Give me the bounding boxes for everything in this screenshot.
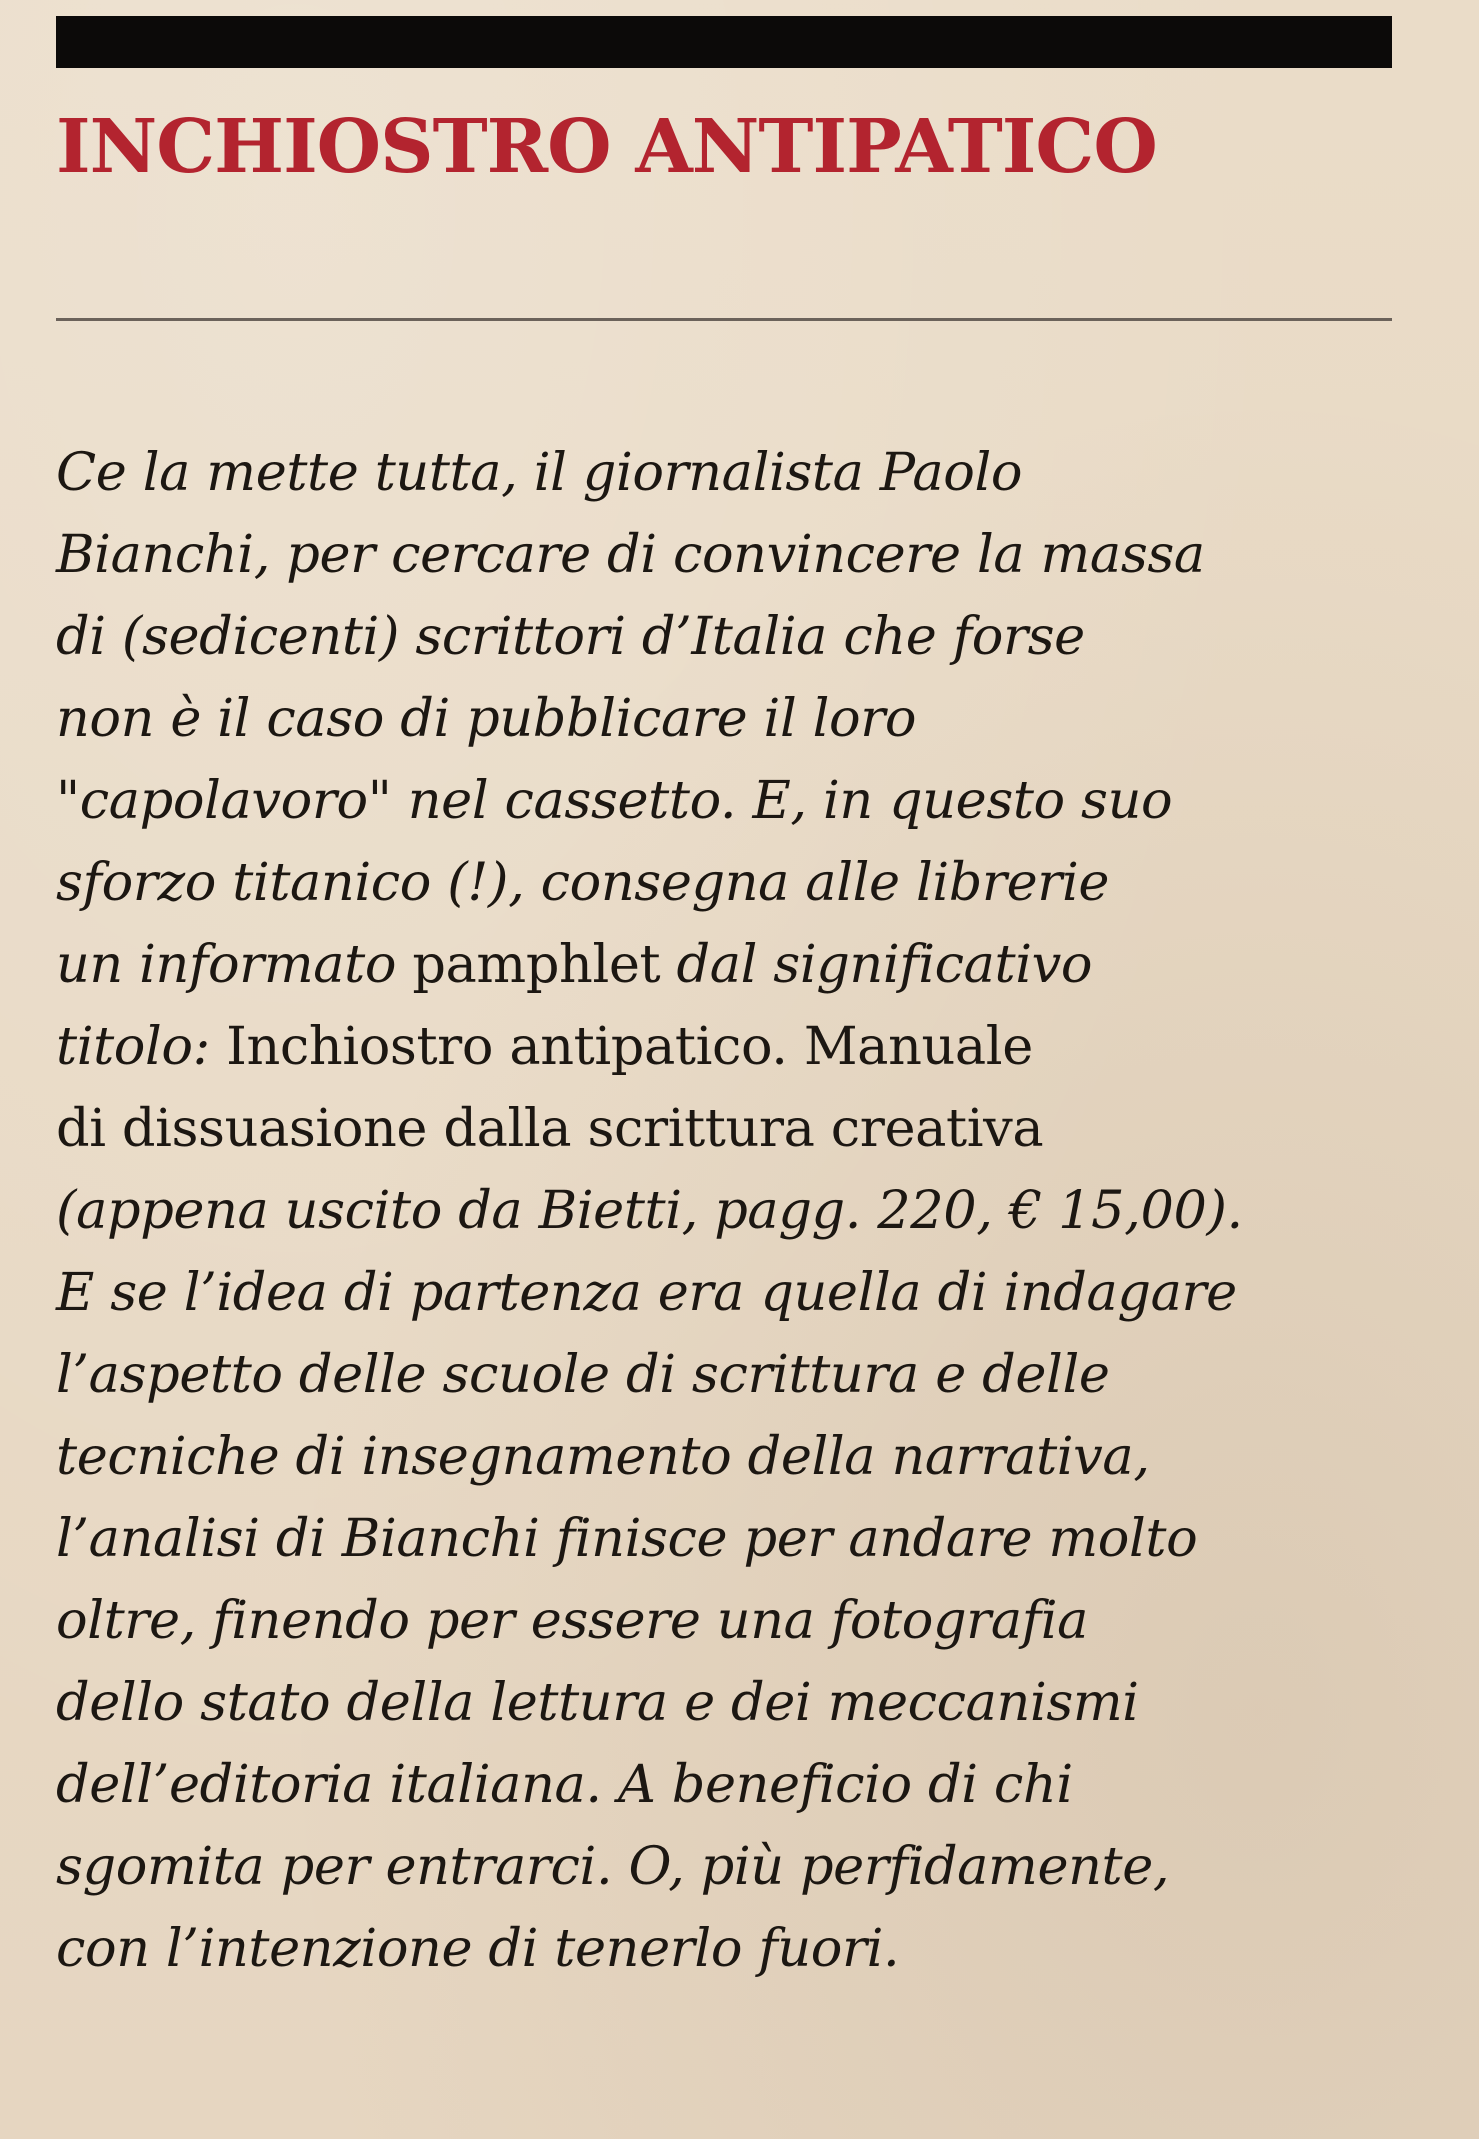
- article-line: [56, 1088, 1396, 1170]
- article-line: [56, 842, 1396, 924]
- roman-text-segment: di dissuasione dalla scrittura creativa: [56, 1098, 1044, 1159]
- roman-text-segment: Inchiostro antipatico. Manuale: [226, 1016, 1033, 1077]
- italic-text-segment: E se l’idea di partenza era quella di indagare: [56, 1262, 1237, 1323]
- article-line: [56, 1580, 1396, 1662]
- italic-text-segment: (appena uscito da Bietti, pagg. 220, € 15,00).: [56, 1180, 1243, 1241]
- article-line: [56, 1334, 1396, 1416]
- italic-text-segment: di (sedicenti) scrittori d’Italia che forse: [56, 606, 1085, 667]
- italic-text-segment: tecniche di insegnamento della narrativa,: [56, 1426, 1150, 1487]
- italic-text-segment: Bianchi, per cercare di convincere la massa: [56, 524, 1205, 585]
- italic-text-segment: titolo:: [56, 1016, 227, 1077]
- italic-text-segment: l’aspetto delle scuole di scrittura e delle: [56, 1344, 1110, 1405]
- article-line: [56, 924, 1396, 1006]
- top-black-bar: [56, 16, 1392, 68]
- italic-text-segment: dal significativo: [660, 934, 1093, 995]
- article-line: [56, 596, 1396, 678]
- italic-text-segment: dello stato della lettura e dei meccanismi: [56, 1672, 1139, 1733]
- italic-text-segment: un informato: [56, 934, 413, 995]
- italic-text-segment: "capolavoro" nel cassetto. E, in questo suo: [56, 770, 1173, 831]
- article-line: [56, 1252, 1396, 1334]
- roman-text-segment: pamphlet: [412, 934, 661, 995]
- article-line: [56, 1170, 1396, 1252]
- article-line: [56, 1662, 1396, 1744]
- italic-text-segment: Ce la mette tutta, il giornalista Paolo: [56, 442, 1023, 503]
- italic-text-segment: non è il caso di pubblicare il loro: [56, 688, 917, 749]
- article-line: [56, 1416, 1396, 1498]
- headline: INCHIOSTRO ANTIPATICO: [56, 104, 1157, 190]
- italic-text-segment: oltre, finendo per essere una fotografia: [56, 1590, 1089, 1651]
- article-line: [56, 514, 1396, 596]
- article-line: [56, 1908, 1396, 1990]
- italic-text-segment: sgomita per entrarci. O, più perfidamente,: [56, 1836, 1170, 1897]
- article-line: [56, 760, 1396, 842]
- italic-text-segment: l’analisi di Bianchi finisce per andare molto: [56, 1508, 1198, 1569]
- article-line: [56, 1498, 1396, 1580]
- article-line: [56, 1826, 1396, 1908]
- article-line: [56, 678, 1396, 760]
- article-body: [56, 432, 1396, 1990]
- divider-rule: [56, 318, 1392, 321]
- article-line: [56, 1006, 1396, 1088]
- article-line: [56, 432, 1396, 514]
- italic-text-segment: dell’editoria italiana. A beneficio di chi: [56, 1754, 1073, 1815]
- italic-text-segment: con l’intenzione di tenerlo fuori.: [56, 1918, 900, 1979]
- italic-text-segment: sforzo titanico (!), consegna alle librerie: [56, 852, 1110, 913]
- article-line: [56, 1744, 1396, 1826]
